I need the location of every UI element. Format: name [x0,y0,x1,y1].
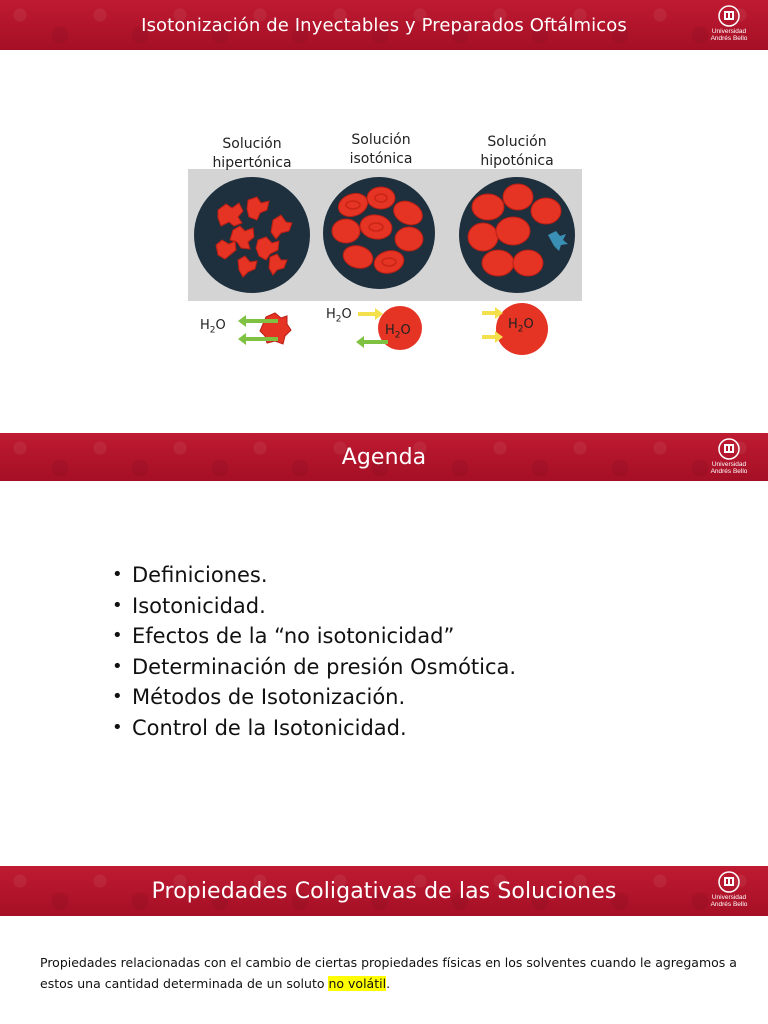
logo-line2: Andrés Bello [710,901,748,908]
university-logo [704,5,754,45]
h2o-label-1: $H_2O$ [200,318,226,336]
agenda-item: • Isotonicidad. [112,593,516,624]
definition-paragraph: Propiedades relacionadas con el cambio de ciertas propiedades físicas en los solventes cuando le agregamos a estos una cantidad determinada de un soluto no volátil. [40,955,737,991]
university-crest-icon [718,871,740,893]
slide-header [0,433,768,481]
university-crest-icon [718,5,740,27]
slide-header [0,866,768,916]
agenda-item: • Efectos de la “no isotonicidad” [112,623,516,654]
label-hipotonica: Solución hipotónica [480,134,554,169]
h2o-label-4: $H_2O$ [508,317,534,335]
university-logo [704,871,754,911]
dish-isotonic [323,177,435,289]
agenda-item: • Métodos de Isotonización. [112,684,516,715]
dish-hypertonic [194,177,310,293]
agenda-item: • Definiciones. [112,562,516,593]
label-hipertonica: Solución hipertónica [212,136,292,171]
h2o-label-2: $H_2O$ [326,307,352,325]
slide-title: Agenda [341,444,427,470]
dish-hypotonic [459,177,575,293]
logo-line1: Universidad [711,894,747,901]
logo-line2: Andrés Bello [710,35,748,42]
slide-propiedades-coligativas [0,866,768,1024]
agenda-item: • Determinación de presión Osmótica. [112,654,516,685]
agenda-list [112,562,516,745]
university-logo [704,438,754,478]
slide-isotonizacion [0,0,768,420]
agenda-item: • Control de la Isotonicidad. [112,715,516,746]
tonicity-diagram [188,125,582,365]
label-isotonica: Solución isotónica [349,132,413,167]
slide-title: Propiedades Coligativas de las Soluciones [151,878,617,904]
university-crest-icon [718,438,740,460]
logo-line1: Universidad [711,461,747,468]
logo-line2: Andrés Bello [710,468,748,475]
slide-title: Isotonización de Inyectables y Preparados Oftálmicos [141,14,627,36]
h2o-label-3: $H_2O$ [385,323,411,341]
hypertonic-cell-diagram [238,313,291,345]
slide-header [0,0,768,50]
logo-line1: Universidad [711,28,747,35]
highlighted-term: no volátil [328,976,387,991]
